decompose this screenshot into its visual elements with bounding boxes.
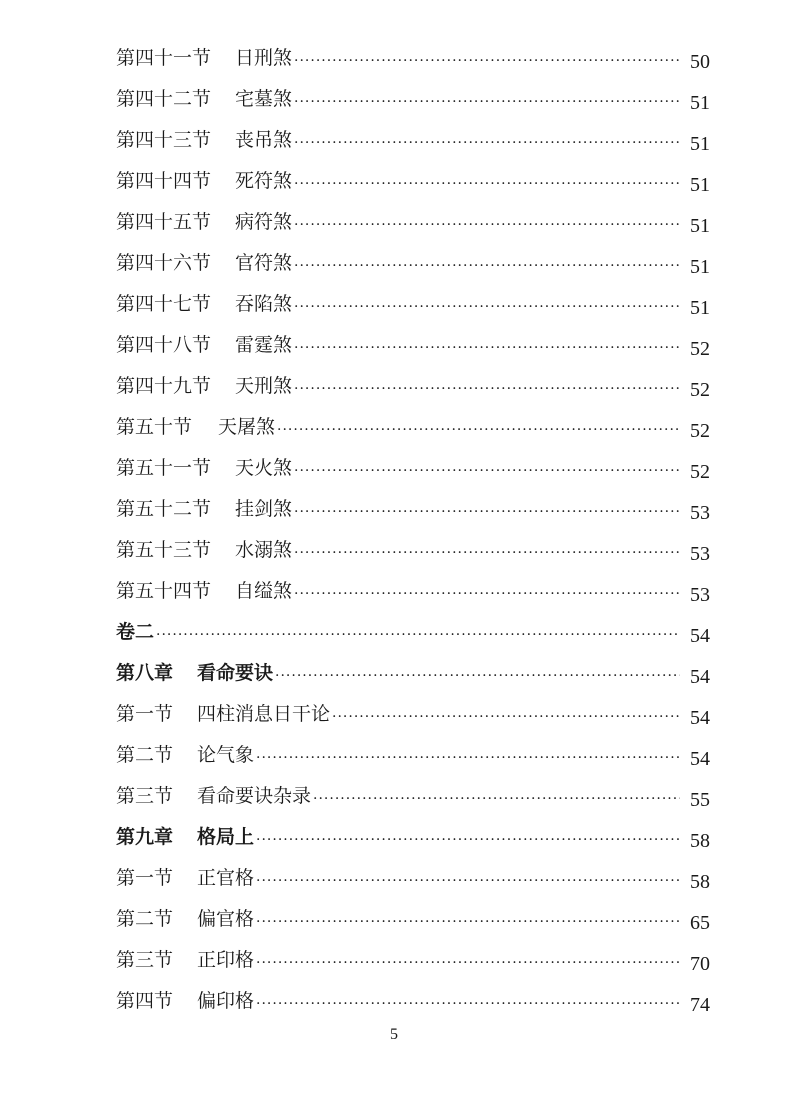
toc-entry[interactable] <box>116 653 710 694</box>
toc-entry-page: 65 <box>690 911 710 934</box>
toc-entry-page: 74 <box>690 993 710 1016</box>
dot-leader <box>294 136 680 150</box>
toc-entry-label: 第四十二节 <box>116 88 212 110</box>
toc-entry-label: 第四节 <box>116 990 174 1012</box>
toc-entry-name: 看命要诀杂录 <box>197 785 312 807</box>
toc-entry-name: 天刑煞 <box>235 375 293 397</box>
toc-entry-page: 51 <box>690 214 710 237</box>
toc-entry-name: 官符煞 <box>235 252 293 274</box>
toc-entry-name: 病符煞 <box>235 211 293 233</box>
toc-entry[interactable] <box>116 38 710 79</box>
toc-entry-name: 丧吊煞 <box>235 129 293 151</box>
toc-entry-page: 58 <box>690 829 710 852</box>
toc-entry-label: 第四十七节 <box>116 293 212 315</box>
dot-leader <box>294 218 680 232</box>
toc-entry[interactable] <box>116 735 710 776</box>
toc-entry[interactable] <box>116 571 710 612</box>
dot-leader <box>294 300 680 314</box>
toc-entry-page: 51 <box>690 255 710 278</box>
toc-entry-title <box>116 541 292 560</box>
toc-entry-title <box>116 910 254 929</box>
toc-entry-label: 第一节 <box>116 703 174 725</box>
toc-entry-label: 第一节 <box>116 867 174 889</box>
toc-entry-name: 水溺煞 <box>235 539 293 561</box>
toc-entry-label: 第二节 <box>116 908 174 930</box>
toc-entry-title <box>116 90 292 109</box>
toc-entry-page: 51 <box>690 173 710 196</box>
toc-entry-name: 宅墓煞 <box>235 88 293 110</box>
dot-leader <box>294 505 680 519</box>
toc-entry-page: 51 <box>690 132 710 155</box>
toc-entry-name: 吞陷煞 <box>235 293 293 315</box>
toc-entry[interactable] <box>116 899 710 940</box>
toc-entry-title <box>116 951 254 970</box>
dot-leader <box>294 54 680 68</box>
toc-entry-title <box>116 787 311 806</box>
table-of-contents <box>116 38 710 1022</box>
toc-entry-title <box>116 295 292 314</box>
toc-entry-name: 论气象 <box>197 744 255 766</box>
toc-entry[interactable] <box>116 284 710 325</box>
toc-entry-name: 四柱消息日干论 <box>197 703 331 725</box>
toc-entry[interactable] <box>116 530 710 571</box>
toc-entry-title <box>116 869 254 888</box>
toc-entry-label: 第四十四节 <box>116 170 212 192</box>
toc-entry-page: 53 <box>690 501 710 524</box>
dot-leader <box>294 259 680 273</box>
toc-entry-name: 偏官格 <box>197 908 255 930</box>
dot-leader <box>294 95 680 109</box>
dot-leader <box>294 177 680 191</box>
toc-entry-name: 死符煞 <box>235 170 293 192</box>
toc-entry-label: 第四十八节 <box>116 334 212 356</box>
toc-entry-label: 第四十一节 <box>116 47 212 69</box>
dot-leader <box>313 792 680 806</box>
toc-entry-title <box>116 664 273 683</box>
toc-entry-page: 53 <box>690 583 710 606</box>
toc-entry-page: 52 <box>690 460 710 483</box>
toc-entry-name: 挂剑煞 <box>235 498 293 520</box>
toc-entry-page: 54 <box>690 706 710 729</box>
toc-entry-label: 第五十三节 <box>116 539 212 561</box>
toc-entry[interactable] <box>116 161 710 202</box>
toc-entry-page: 54 <box>690 747 710 770</box>
toc-entry-name: 格局上 <box>197 826 255 848</box>
dot-leader <box>294 587 680 601</box>
toc-entry-label: 第四十九节 <box>116 375 212 397</box>
toc-entry[interactable] <box>116 202 710 243</box>
toc-entry-page: 52 <box>690 337 710 360</box>
toc-entry-name: 正印格 <box>197 949 255 971</box>
dot-leader <box>256 833 680 847</box>
toc-entry-name: 日刑煞 <box>235 47 293 69</box>
toc-entry-page: 58 <box>690 870 710 893</box>
toc-entry[interactable] <box>116 489 710 530</box>
toc-entry-page: 55 <box>690 788 710 811</box>
toc-entry-title <box>116 828 254 847</box>
toc-entry-page: 54 <box>690 665 710 688</box>
page-number: 5 <box>390 1026 398 1043</box>
toc-entry-page: 70 <box>690 952 710 975</box>
toc-entry-label: 卷二 <box>116 621 155 643</box>
toc-entry-label: 第二节 <box>116 744 174 766</box>
dot-leader <box>256 751 680 765</box>
toc-entry-page: 51 <box>690 91 710 114</box>
toc-entry-label: 第四十三节 <box>116 129 212 151</box>
toc-entry-title <box>116 336 292 355</box>
toc-entry-label: 第九章 <box>116 826 174 848</box>
toc-entry[interactable] <box>116 407 710 448</box>
dot-leader <box>156 628 680 642</box>
toc-entry-name: 天屠煞 <box>218 416 276 438</box>
toc-entry[interactable] <box>116 694 710 735</box>
dot-leader <box>275 669 680 683</box>
toc-entry-label: 第八章 <box>116 662 174 684</box>
toc-entry-name: 看命要诀 <box>197 662 274 684</box>
toc-entry-name: 天火煞 <box>235 457 293 479</box>
toc-entry-name: 雷霆煞 <box>235 334 293 356</box>
toc-entry-title <box>116 49 292 68</box>
toc-entry[interactable] <box>116 981 710 1022</box>
toc-entry-name: 自缢煞 <box>235 580 293 602</box>
toc-entry[interactable] <box>116 79 710 120</box>
toc-entry-page: 50 <box>690 50 710 73</box>
dot-leader <box>294 382 680 396</box>
dot-leader <box>256 997 680 1011</box>
toc-entry-label: 第五十四节 <box>116 580 212 602</box>
dot-leader <box>277 423 680 437</box>
toc-entry-label: 第五十节 <box>116 416 193 438</box>
toc-entry-page: 51 <box>690 296 710 319</box>
toc-entry-label: 第五十二节 <box>116 498 212 520</box>
toc-entry-name: 偏印格 <box>197 990 255 1012</box>
toc-entry-title <box>116 131 292 150</box>
toc-entry-title <box>116 623 154 642</box>
toc-entry[interactable] <box>116 858 710 899</box>
toc-entry-title <box>116 582 292 601</box>
toc-entry-page: 52 <box>690 378 710 401</box>
toc-entry-title <box>116 213 292 232</box>
dot-leader <box>294 464 680 478</box>
toc-entry[interactable] <box>116 940 710 981</box>
toc-entry-label: 第四十五节 <box>116 211 212 233</box>
toc-entry-label: 第五十一节 <box>116 457 212 479</box>
toc-entry-page: 53 <box>690 542 710 565</box>
dot-leader <box>294 341 680 355</box>
toc-entry[interactable] <box>116 817 710 858</box>
dot-leader <box>256 915 680 929</box>
toc-entry[interactable] <box>116 776 710 817</box>
toc-entry-title <box>116 705 330 724</box>
toc-entry-title <box>116 254 292 273</box>
toc-entry[interactable] <box>116 120 710 161</box>
toc-entry-title <box>116 746 254 765</box>
dot-leader <box>256 956 680 970</box>
toc-entry-name: 正官格 <box>197 867 255 889</box>
dot-leader <box>256 874 680 888</box>
toc-entry[interactable] <box>116 243 710 284</box>
toc-entry-label: 第四十六节 <box>116 252 212 274</box>
toc-entry-page: 52 <box>690 419 710 442</box>
toc-entry[interactable] <box>116 612 710 653</box>
toc-entry[interactable] <box>116 325 710 366</box>
toc-entry-title <box>116 459 292 478</box>
toc-entry-label: 第三节 <box>116 785 174 807</box>
toc-entry-title <box>116 172 292 191</box>
dot-leader <box>294 546 680 560</box>
toc-entry-page: 54 <box>690 624 710 647</box>
toc-entry-title <box>116 992 254 1011</box>
toc-entry[interactable] <box>116 448 710 489</box>
toc-entry[interactable] <box>116 366 710 407</box>
toc-entry-title <box>116 377 292 396</box>
toc-entry-title <box>116 500 292 519</box>
dot-leader <box>332 710 680 724</box>
toc-entry-label: 第三节 <box>116 949 174 971</box>
toc-entry-title <box>116 418 275 437</box>
